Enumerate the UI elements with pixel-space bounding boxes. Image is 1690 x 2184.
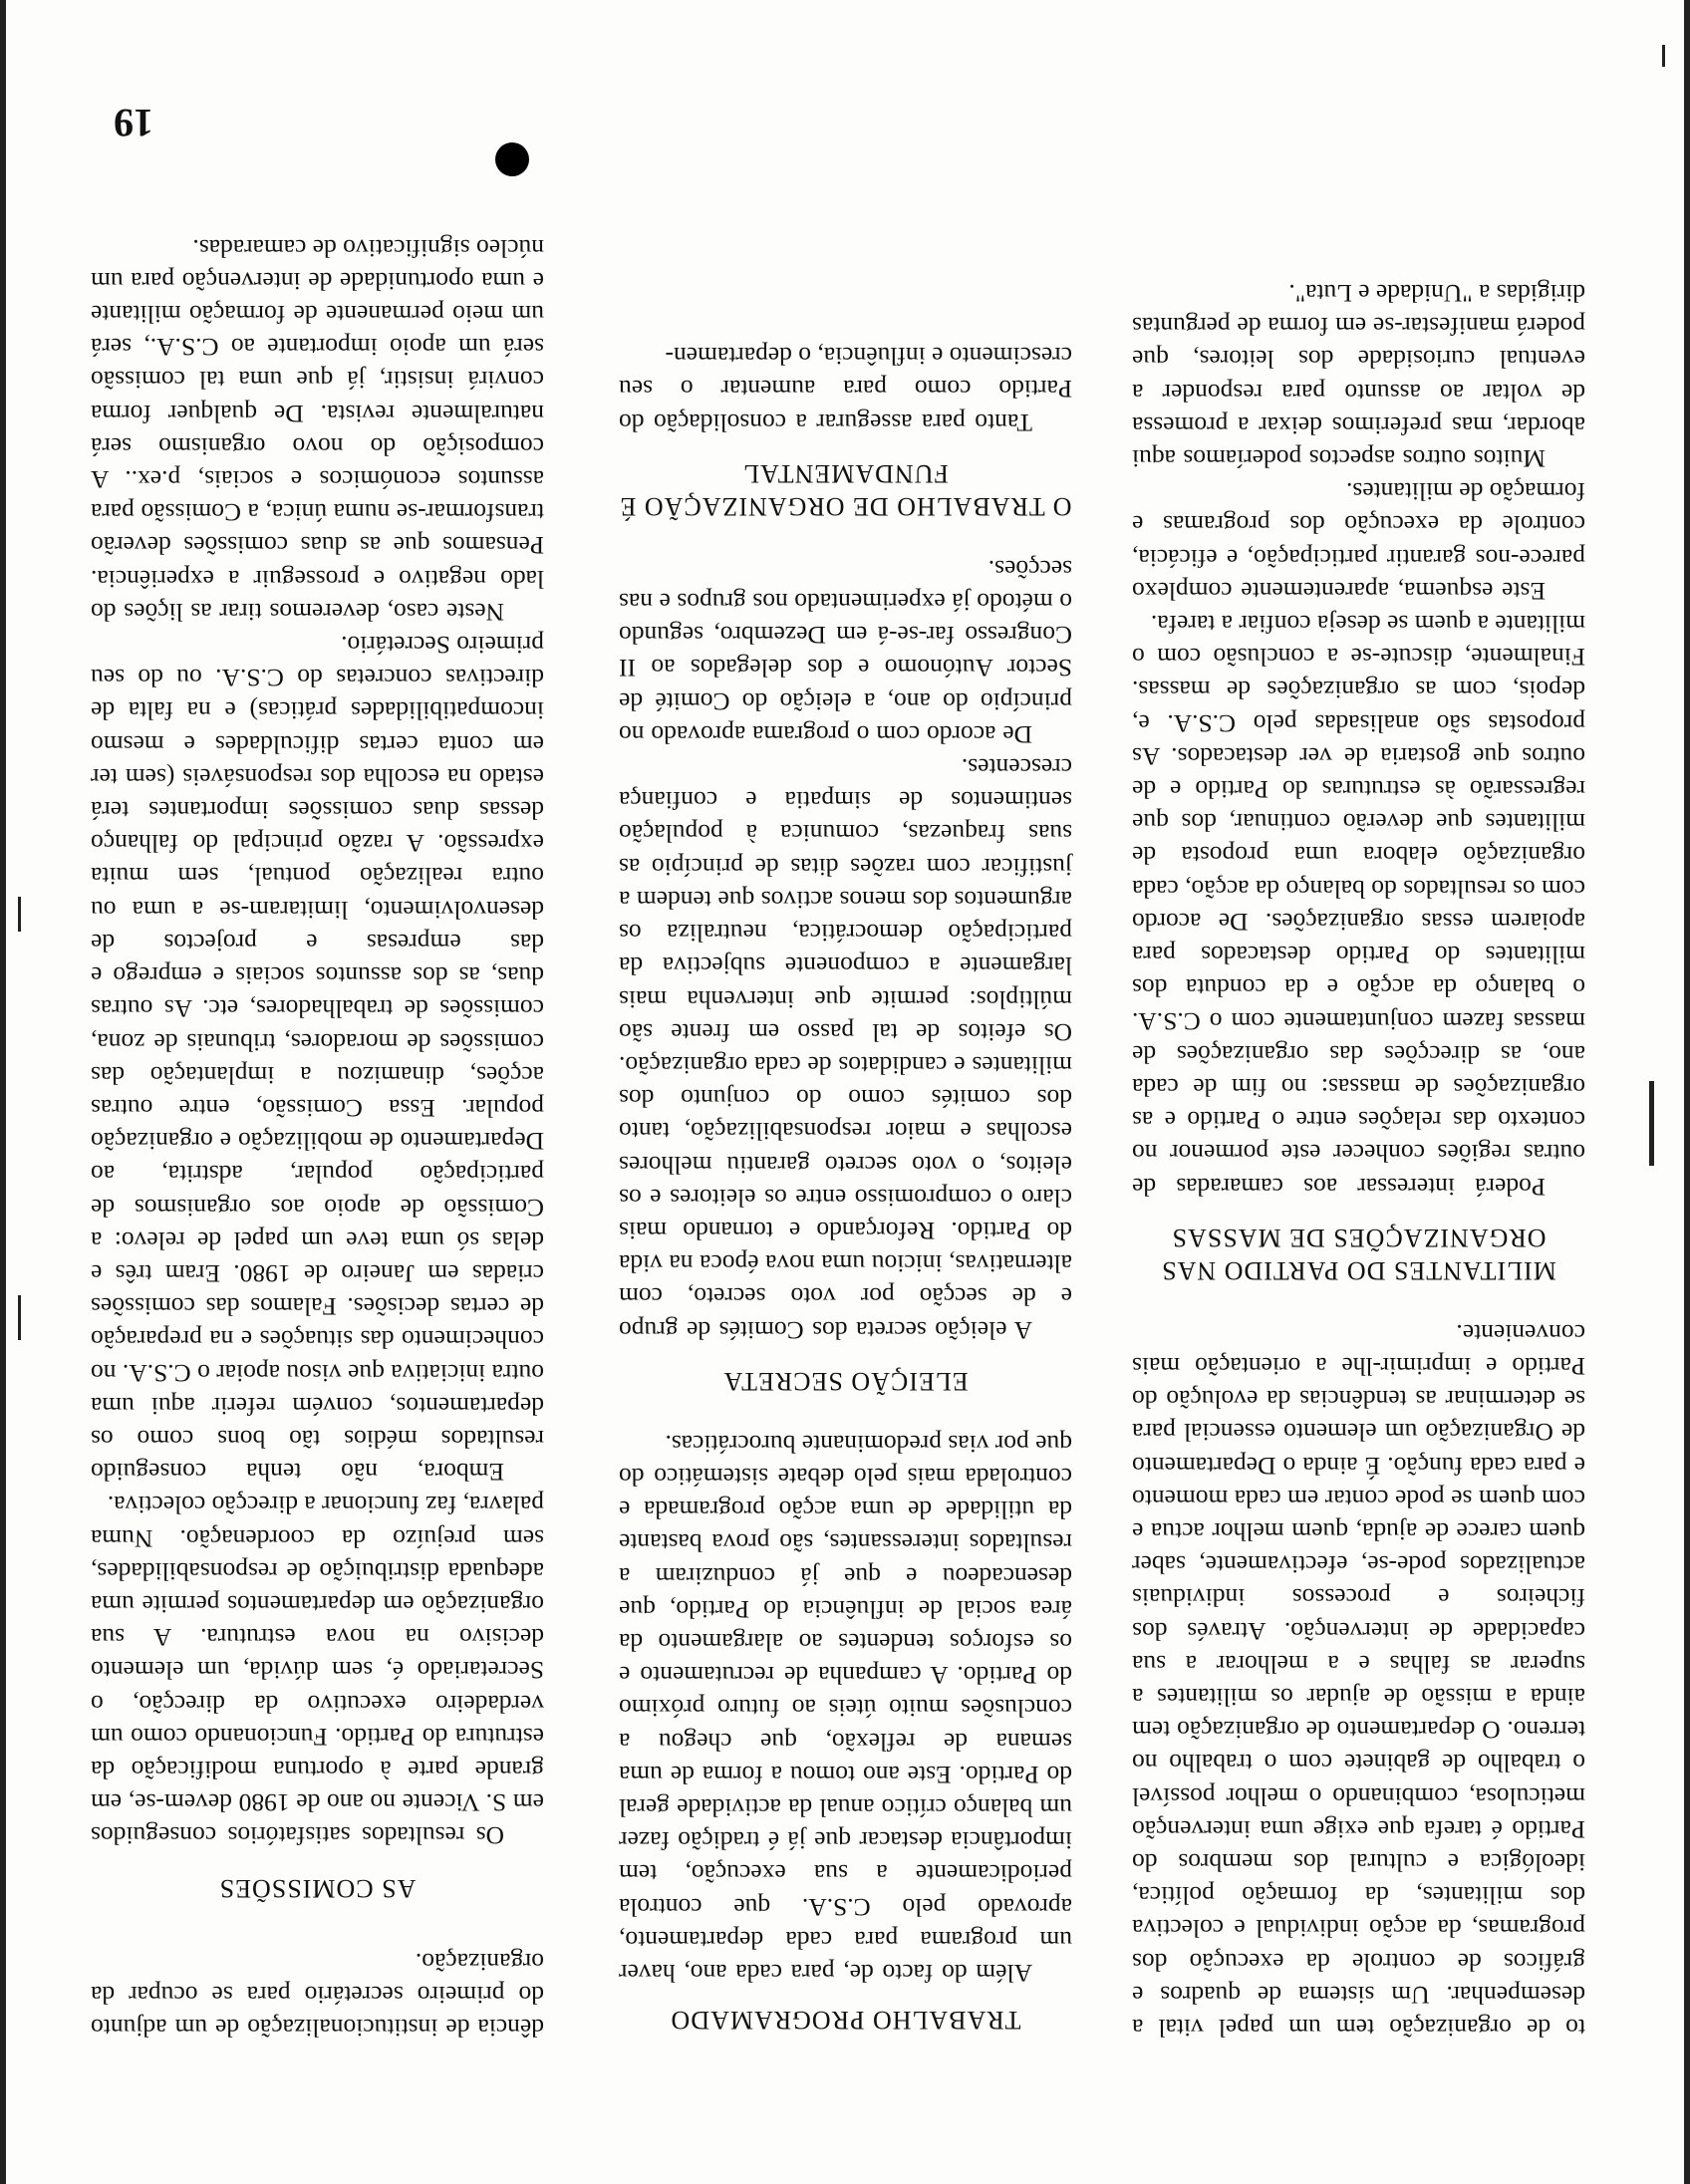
section-heading: AS COMISSÕES bbox=[218, 1874, 417, 1904]
paragraph: Poderá interessar aos camaradas de outras regiões conhecer este pormenor no contexto das relações entre o Partido e as organizações de massas: no fim de cada ano, as direcções das organizações de massas fazem conjuntamente com o C.S.A. o balanço da acção e da conduta dos militantes do Partido destacados para apoiarem essas organizações. De acordo com os resultados do balanço da acção, cada organização elabora uma proposta de militantes que deverão continuar, dos que regressarão às estruturas do Partido e de outros que gostaria de ver destacados. As propostas são analisadas pelo C.S.A. e, depois, com as organizações de massas. Finalmente, discute-se a conclusão com o militante a quem se deseja confiar a tarefa. bbox=[1132, 610, 1585, 1202]
column-middle bbox=[619, 340, 1072, 2045]
column-left bbox=[1132, 277, 1585, 2045]
paragraph: dência de institucionalização de um adjunto do primeiro secretário para se ocupar da organização. bbox=[91, 1947, 544, 2043]
paragraph: Muitos outros aspectos poderíamos aqui abordar, mas preferimos deixar a promessa de voltar ao assunto para responder a eventual curiosidade dos leitores, que poderá manifestar-se em forma de perguntas dirigidas a "Unidade e Luta". bbox=[1132, 279, 1585, 474]
paragraph: Embora, não tenha conseguido resultados médios tão bons como os departamentos, convém referir aqui uma outra iniciativa que visou apoiar o C.S.A. no conhecimento das situações e na preparação de certas decisões. Falamos das comissões criadas em Janeiro de 1980. Eram três e delas só uma teve um papel de relevo: a Comissão de apoio aos organismos de participação popular, adstrita, ao Departamento de mobilização e organização popular. Essa Comissão, entre outras acções, dinamizou a implantação das comissões de moradores, tribunais de zona, comissões de trabalhadores, etc. As outras duas, as dos assuntos sociais e emprego e das empresas e projectos de desenvolvimento, limitaram-se a uma ou outra realização pontual, sem muita expressão. A razão principal do falhanço dessas duas comissões importantes terá estado na escolha dos responsáveis (sem ter em conta certas dificuldades e mesmo incompatibilidades práticas) e na falta de directivas concretas do C.S.A. ou do seu primeiro Secretário. bbox=[91, 631, 544, 1488]
section-heading: MILITANTES DO PARTIDO NAS ORGANIZAÇÕES DE MASSAS bbox=[1161, 1223, 1556, 1285]
paragraph: A eleição secreta dos Comités de grupo e de secção por voto secreto, com alternativas, iniciou uma nova época na vida do Partido. Reforçando e tornando mais claro o compromisso entre os eleitores e os eleitos, o voto secreto garantiu melhores escolhas e maior responsabilização, tanto dos comités como do conjunto dos militantes e candidatos de cada organização. Os efeitos de tal passo em frente são múltiplos: permite que intervenha mais largamente a componente subjectiva da participação democrática, neutraliza os argumentos dos menos activos que tendem a justificar com razões ditas de princípio as suas fraquezas, comunica à população sentimentos de simpatia e confiança crescentes. bbox=[619, 753, 1072, 1345]
paragraph: Os resultados satisfatórios conseguidos em S. Vicente no ano de 1980 devem-se, em grande parte à oportuna modificação da estrutura do Partido. Funcionando como um verdadeiro executivo da direcção, o Secretariado é, sem dúvida, um elemento decisivo na nova estrutura. A sua organização em departamentos permite uma adequada distribuição de responsabilidades, sem prejuízo da coordenação. Numa palavra, faz funcionar a direcção colectiva. bbox=[91, 1491, 544, 1851]
section-heading: ELEIÇÃO SECRETA bbox=[722, 1366, 969, 1396]
section-heading: TRABALHO PROGRAMADO bbox=[670, 2006, 1021, 2035]
paragraph: Este esquema, aparentemente complexo parece-nos garantir participação, e eficácia, controle da execução dos programas e formação de militantes. bbox=[1132, 477, 1585, 606]
paragraph: to de organização tem um papel vital a desempenhar. Um sistema de quadros e gráficos de controle da execução dos programas, da acção individual e colectiva dos militantes, da formação política, ideológica e cultural dos membros do Partido é tarefa que exige uma intervenção meticulosa, combinando o melhor possível o trabalho de gabinete com o trabalho no terreno. O departamento de organização tem ainda a missão de ajudar os militantes a superar as falhas e a melhorar a sua capacidade de intervenção. Através dos ficheiros e processos individuais actualizados pode-se, efectivamente, saber quem carece de ajuda, quem melhor actua e com quem se pode contar em cada momento e para cada função. É ainda o Departamento de Organização um elemento essencial para se determinar as tendências da evolução do Partido e imprimir-lhe a orientação mais conveniente. bbox=[1132, 1318, 1585, 2043]
paragraph: Tanto para assegurar a consolidação do Partido como para aumentar o seu crescimento e influência, o departamen- bbox=[619, 342, 1072, 437]
column-right bbox=[91, 231, 544, 2045]
ink-blot bbox=[495, 142, 529, 176]
page-number: 19 bbox=[114, 101, 153, 145]
paragraph: Além do facto de, para cada ano, haver um programa para cada departamento, aprovado pelo C.S.A. que controla periodicamente a sua execução, tem importância destacar que já é tradição fazer um balanço crítico anual da actividade geral do Partido. Este ano tomou a forma de uma semana de reflexão, que chegou a conclusões muito úteis ao futuro próximo do Partido. A campanha de recrutamento e os esforços tendentes ao alargamento da área social de influência do Partido, que desencadeou e que já conduziram a resultados interessantes, são prova bastante da utilidade de uma acção programada e controlada mais pelo debate sistemático do que por vias predominante burocráticas. bbox=[619, 1429, 1072, 1988]
paragraph: Neste caso, deveremos tirar as lições do lado negativo e prosseguir a experiência. Pensamos que as duas comissões deverão transformar-se numa única, a Comissão para assuntos económicos e sociais, p.ex.. A composição do novo organismo será naturalmente revista. De qualquer forma convirá insistir, já que uma tal comissão será um apoio importante ao C.S.A., será um meio permanente de formação militante e uma oportunidade de intervenção para um núcleo significativo de camaradas. bbox=[91, 233, 544, 627]
section-heading: O TRABALHO DE ORGANIZAÇÃO É FUNDAMENTAL bbox=[619, 458, 1072, 521]
paragraph: De acordo com o programa aprovado no princípio do ano, a eleição do Comité de Sector Autónomo e dos delegados ao II Congresso far-se-á em Dezembro, segundo o método já experimentado nos grupos e nas secções. bbox=[619, 554, 1072, 749]
